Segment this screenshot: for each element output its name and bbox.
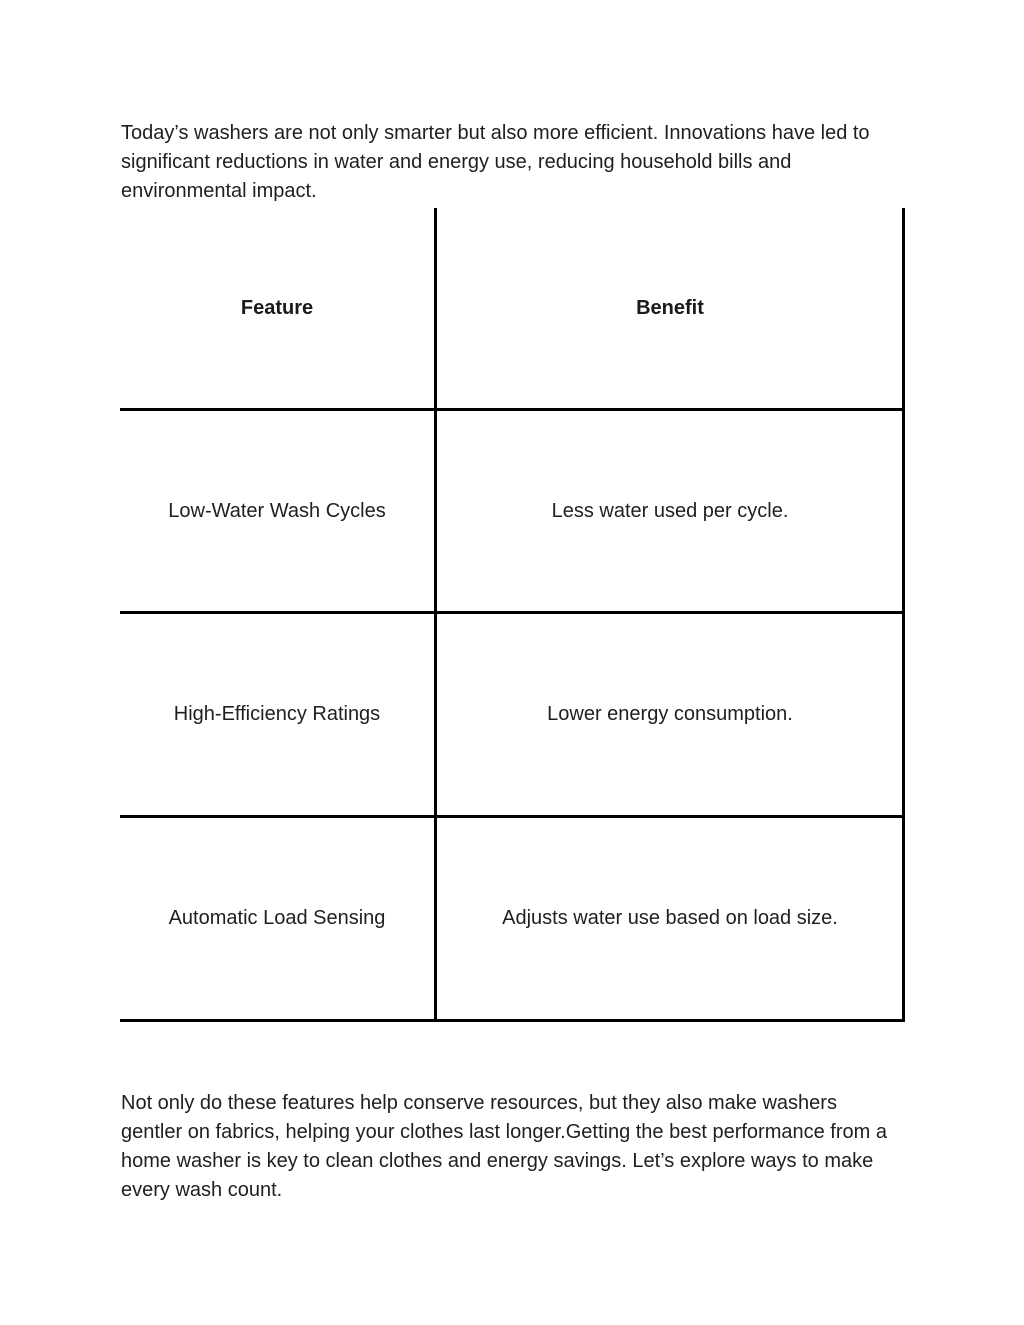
table-header-feature: Feature [240,296,314,319]
table-cell-feature: Automatic Load Sensing [168,906,386,929]
table-border-bottom [120,1019,905,1022]
features-table [120,208,905,1022]
table-cell-benefit: Less water used per cycle. [551,499,789,522]
table-header-benefit: Benefit [636,296,704,319]
table-cell-benefit: Lower energy consumption. [547,702,793,725]
table-cell-feature: Low-Water Wash Cycles [168,499,386,522]
table-cell-feature: High-Efficiency Ratings [173,702,381,725]
table-cell-benefit: Adjusts water use based on load size. [502,906,838,929]
intro-paragraph: Today’s washers are not only smarter but also more efficient. Innovations have led to significant reductions in water and energy use, reducing household bills and environmental impact. [121,122,870,202]
outro-paragraph: Not only do these features help conserve resources, but they also make washers gentler on fabrics, helping your clothes last longer.Getting the best performance from a home washer is key to clean clothes and energy savings. Let’s explore ways to make every wash count. [121,1092,887,1201]
